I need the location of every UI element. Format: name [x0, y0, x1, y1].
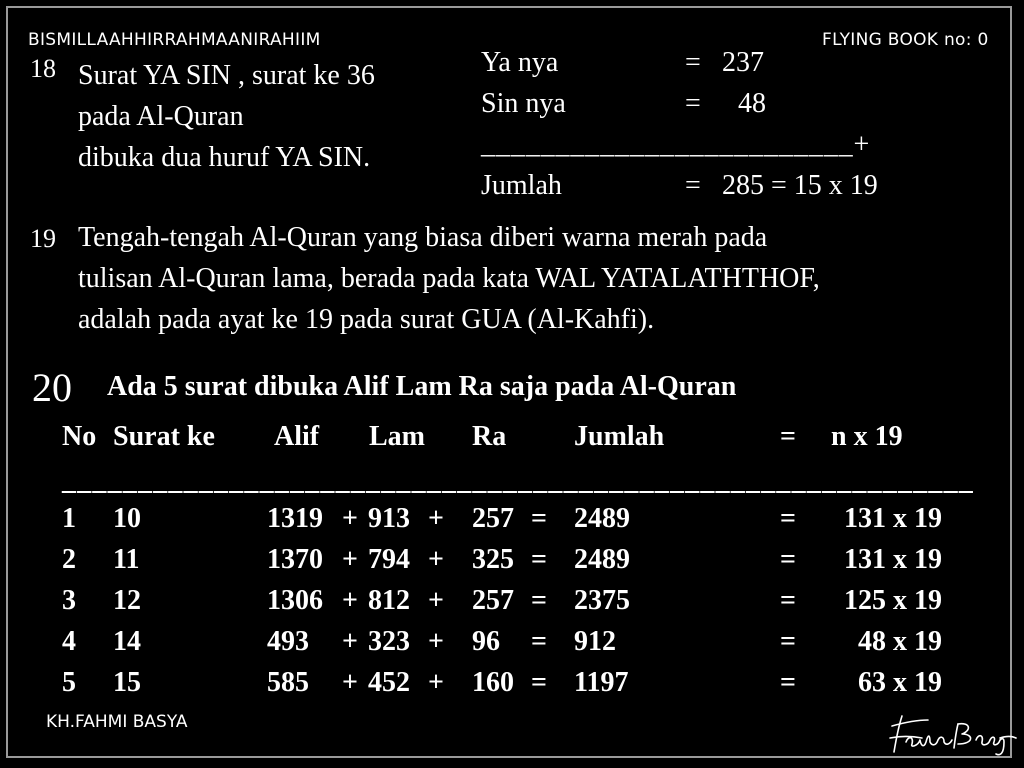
cell-lam: 913	[368, 503, 410, 534]
sum-total-equals: =	[685, 170, 701, 201]
cell-equals: =	[780, 626, 796, 657]
signature-image	[888, 708, 1018, 758]
sum-value: 237	[722, 47, 764, 78]
sum-total-label: Jumlah	[481, 170, 562, 201]
cell-equals: =	[531, 503, 547, 534]
cell-alif: 1319	[267, 503, 323, 534]
cell-ra: 257	[472, 503, 514, 534]
cell-jumlah: 2375	[574, 585, 630, 616]
cell-equals: =	[531, 544, 547, 575]
cell-ra: 325	[472, 544, 514, 575]
col-nx19-header: n x 19	[831, 421, 903, 452]
cell-equals: =	[780, 667, 796, 698]
cell-plus: +	[428, 503, 444, 534]
table-rule: ____________________________________________________________	[62, 465, 974, 496]
cell-plus: +	[428, 585, 444, 616]
sum-equals: =	[685, 88, 701, 119]
cell-plus: +	[428, 544, 444, 575]
item-19-line-1: Tengah-tengah Al-Quran yang biasa diberi warna merah pada	[78, 222, 768, 253]
item-18-line-3: dibuka dua huruf YA SIN.	[78, 142, 371, 173]
cell-equals: =	[531, 585, 547, 616]
sum-total-value: 285 = 15 x 19	[722, 170, 878, 201]
cell-plus: +	[342, 667, 358, 698]
cell-no: 3	[62, 585, 76, 616]
cell-no: 5	[62, 667, 76, 698]
item-18-number: 18	[30, 54, 56, 83]
cell-ra: 160	[472, 667, 514, 698]
cell-plus: +	[342, 626, 358, 657]
footer-author: KH.FAHMI BASYA	[46, 712, 188, 732]
item-19-line-2: tulisan Al-Quran lama, berada pada kata WAL YATALATHTHOF,	[78, 263, 820, 294]
item-20-title: Ada 5 surat dibuka Alif Lam Ra saja pada Al-Quran	[107, 371, 737, 402]
cell-plus: +	[342, 544, 358, 575]
cell-plus: +	[342, 503, 358, 534]
cell-alif: 1370	[267, 544, 323, 575]
cell-plus: +	[428, 667, 444, 698]
cell-nx19: 63 x 19	[858, 667, 942, 698]
cell-plus: +	[428, 626, 444, 657]
col-jumlah-header: Jumlah	[574, 421, 665, 452]
cell-nx19: 131 x 19	[844, 503, 942, 534]
col-surat-header: Surat ke	[113, 421, 215, 452]
cell-alif: 585	[267, 667, 309, 698]
item-18-line-1: Surat YA SIN , surat ke 36	[78, 60, 375, 91]
cell-jumlah: 1197	[574, 667, 629, 698]
header-left-text: BISMILLAAHHIRRAHMAANIRAHIIM	[28, 30, 321, 50]
cell-equals: =	[780, 585, 796, 616]
item-20-number: 20	[32, 365, 72, 410]
item-18-line-2: pada Al-Quran	[78, 101, 244, 132]
cell-equals: =	[780, 503, 796, 534]
cell-lam: 812	[368, 585, 410, 616]
cell-jumlah: 2489	[574, 544, 630, 575]
col-lam-header: Lam	[369, 421, 425, 452]
cell-lam: 452	[368, 667, 410, 698]
cell-equals: =	[531, 667, 547, 698]
cell-alif: 1306	[267, 585, 323, 616]
sum-label: Sin nya	[481, 88, 566, 119]
cell-surat: 11	[113, 544, 140, 575]
cell-ra: 257	[472, 585, 514, 616]
cell-jumlah: 912	[574, 626, 616, 657]
item-19-number: 19	[30, 224, 56, 253]
cell-no: 2	[62, 544, 76, 575]
cell-jumlah: 2489	[574, 503, 630, 534]
header-right-text: FLYING BOOK no: 0	[822, 30, 989, 50]
cell-nx19: 131 x 19	[844, 544, 942, 575]
cell-lam: 323	[368, 626, 410, 657]
sum-label: Ya nya	[481, 47, 559, 78]
cell-equals: =	[531, 626, 547, 657]
col-equals-header: =	[780, 421, 796, 452]
cell-no: 4	[62, 626, 76, 657]
cell-surat: 10	[113, 503, 141, 534]
cell-surat: 12	[113, 585, 141, 616]
sum-equals: =	[685, 47, 701, 78]
sum-value: 48	[738, 88, 766, 119]
item-19-line-3: adalah pada ayat ke 19 pada surat GUA (Al-Kahfi).	[78, 304, 655, 335]
cell-surat: 15	[113, 667, 141, 698]
cell-lam: 794	[368, 544, 410, 575]
cell-alif: 493	[267, 626, 309, 657]
cell-ra: 96	[472, 626, 500, 657]
cell-nx19: 48 x 19	[858, 626, 942, 657]
col-no-header: No	[62, 421, 97, 452]
cell-nx19: 125 x 19	[844, 585, 942, 616]
cell-equals: =	[780, 544, 796, 575]
cell-surat: 14	[113, 626, 141, 657]
col-alif-header: Alif	[274, 421, 320, 452]
cell-no: 1	[62, 503, 76, 534]
cell-plus: +	[342, 585, 358, 616]
sum-rule: _________________________+	[481, 129, 871, 160]
col-ra-header: Ra	[472, 421, 507, 452]
